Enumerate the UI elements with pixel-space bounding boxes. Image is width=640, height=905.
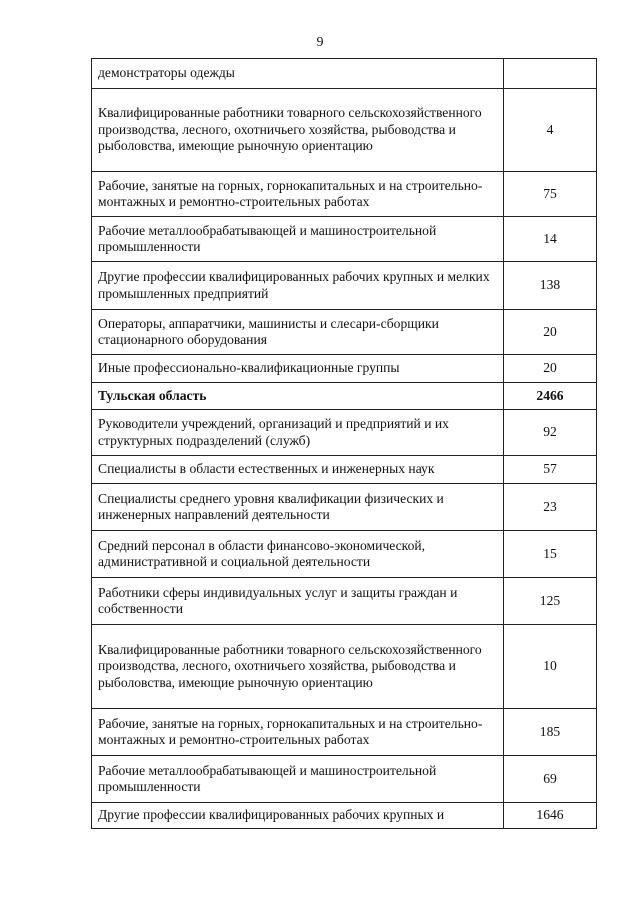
quota-value: 75 [504,172,597,217]
occupation-label: Специалисты в области естественных и инженерных наук [92,456,504,484]
table-row [92,262,597,310]
table-row [92,484,597,531]
occupation-label: Рабочие, занятые на горных, горнокапитальных и на строительно-монтажных и ремонтно-строительных работах [92,172,504,217]
page-number: 9 [316,35,324,50]
table-row [92,456,597,484]
occupation-label: демонстраторы одежды [92,59,504,89]
occupation-label: Специалисты среднего уровня квалификации физических и инженерных направлений деятельности [92,484,504,531]
occupation-label: Рабочие металлообрабатывающей и машиностроительной промышленности [92,756,504,803]
table-row [92,531,597,578]
occupation-label: Квалифицированные работники товарного сельскохозяйственного производства, лесного, охотничьего хозяйства, рыбоводства и рыболовства, имеющие рыночную ориентацию [92,89,504,172]
quota-value: 15 [504,531,597,578]
quota-value: 20 [504,310,597,355]
occupation-label: Рабочие металлообрабатывающей и машиностроительной промышленности [92,217,504,262]
quota-value [504,59,597,89]
quota-value: 14 [504,217,597,262]
table-row [92,803,597,829]
table-row [92,625,597,709]
occupation-label: Работники сферы индивидуальных услуг и защиты граждан и собственности [92,578,504,625]
quota-value: 57 [504,456,597,484]
table-row [92,756,597,803]
occupation-quota-table [91,58,597,829]
occupation-label: Операторы, аппаратчики, машинисты и слесари-сборщики стационарного оборудования [92,310,504,355]
quota-value: 92 [504,410,597,456]
table-row [92,709,597,756]
quota-value: 138 [504,262,597,310]
quota-value: 10 [504,625,597,709]
occupation-label: Рабочие, занятые на горных, горнокапитальных и на строительно-монтажных и ремонтно-строительных работах [92,709,504,756]
quota-value: 20 [504,355,597,383]
table-row [92,89,597,172]
quota-value: 69 [504,756,597,803]
table-row [92,355,597,383]
quota-value: 1646 [504,803,597,829]
occupation-label: Иные профессионально-квалификационные группы [92,355,504,383]
occupation-label: Другие профессии квалифицированных рабочих крупных и мелких промышленных предприятий [92,262,504,310]
quota-value: 125 [504,578,597,625]
occupation-label: Руководители учреждений, организаций и предприятий и их структурных подразделений (служб) [92,410,504,456]
occupation-label: Другие профессии квалифицированных рабочих крупных и [92,803,504,829]
quota-value: 2466 [504,383,597,410]
table-body [92,59,597,829]
table-row [92,578,597,625]
occupation-label: Квалифицированные работники товарного сельскохозяйственного производства, лесного, охотничьего хозяйства, рыбоводства и рыболовства, имеющие рыночную ориентацию [92,625,504,709]
occupation-label: Средний персонал в области финансово-экономической, административной и социальной деятельности [92,531,504,578]
region-row [92,383,597,410]
quota-value: 185 [504,709,597,756]
table-row [92,310,597,355]
occupation-label: Тульская область [92,383,504,410]
table-row [92,217,597,262]
quota-value: 23 [504,484,597,531]
table-row [92,410,597,456]
quota-value: 4 [504,89,597,172]
table-row [92,59,597,89]
table-row [92,172,597,217]
